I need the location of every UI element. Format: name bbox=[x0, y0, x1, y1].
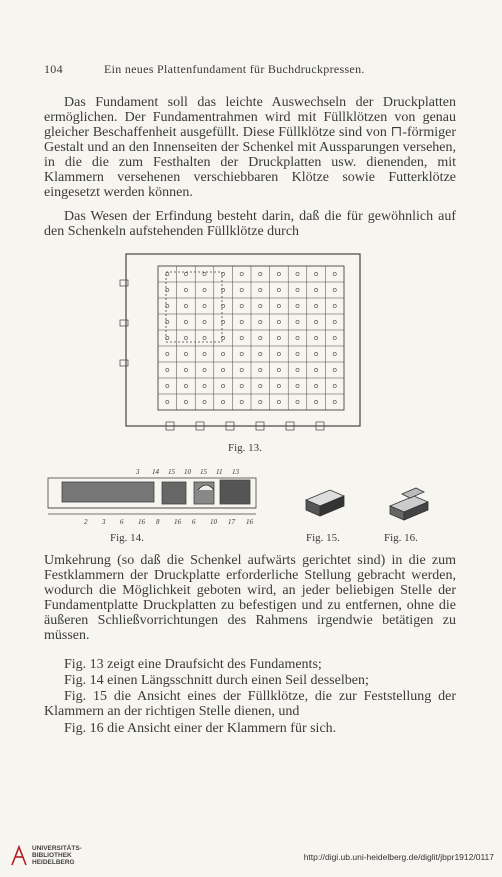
grid-hole bbox=[333, 320, 336, 323]
fig14-label: 10 bbox=[184, 468, 191, 476]
figure-16-drawing bbox=[378, 480, 438, 528]
grid-hole bbox=[315, 336, 318, 339]
grid-hole bbox=[166, 368, 169, 371]
grid-hole bbox=[296, 400, 299, 403]
fig-line-14: Fig. 14 einen Längsschnitt durch einen Seil desselben; bbox=[64, 673, 369, 688]
grid-hole bbox=[277, 304, 280, 307]
fig14-label: 2 bbox=[84, 518, 88, 526]
grid-hole bbox=[203, 320, 206, 323]
grid-hole bbox=[296, 352, 299, 355]
grid-hole bbox=[333, 368, 336, 371]
fig-line-15: Fig. 15 die Ansicht eines der Füllklötze, die zur Feststellung der Klammern an der richtigen Stelle dienen, und bbox=[44, 689, 456, 719]
grid-hole bbox=[240, 384, 243, 387]
page-number: 104 bbox=[44, 62, 63, 76]
figure-14-drawing bbox=[44, 466, 264, 530]
paragraph-2: Das Wesen der Erfindung besteht darin, daß die für gewöhnlich auf den Schenkeln aufstehenden Füllklötze durch bbox=[44, 209, 456, 239]
figure-13-caption: Fig. 13. bbox=[228, 442, 262, 454]
figure-15-drawing bbox=[296, 480, 352, 524]
fig14-label: 16 bbox=[138, 518, 145, 526]
grid-hole bbox=[315, 288, 318, 291]
grid-hole bbox=[259, 336, 262, 339]
grid-hole bbox=[277, 336, 280, 339]
grid-hole bbox=[166, 384, 169, 387]
grid-hole bbox=[296, 272, 299, 275]
grid-hole bbox=[259, 352, 262, 355]
figure-13-drawing bbox=[118, 250, 368, 440]
grid-hole bbox=[277, 272, 280, 275]
grid-hole bbox=[222, 368, 225, 371]
running-title: Ein neues Plattenfundament für Buchdruckpressen. bbox=[104, 62, 365, 76]
grid-hole bbox=[333, 272, 336, 275]
grid-hole bbox=[259, 320, 262, 323]
grid-hole bbox=[315, 304, 318, 307]
fig14-label: 8 bbox=[156, 518, 160, 526]
grid-hole bbox=[333, 352, 336, 355]
grid-hole bbox=[203, 336, 206, 339]
paragraph-3: Umkehrung (so daß die Schenkel aufwärts gerichtet sind) in die zum Festklammern der Druckplatte erforderliche Stellung gebracht werden, wodurch die Möglichkeit geboten wird, an jeder beliebigen Stelle der Fundamentplatte Druckplatten zu befestigen und zu entfernen, ohne die äußeren Schließvorrichtungen des Rahmens irgendwie betätigen zu müssen. bbox=[44, 553, 456, 643]
grid-hole bbox=[184, 304, 187, 307]
fig14-label: 6 bbox=[120, 518, 124, 526]
grid-hole bbox=[315, 368, 318, 371]
grid-hole bbox=[333, 288, 336, 291]
grid-hole bbox=[166, 400, 169, 403]
grid-hole bbox=[203, 304, 206, 307]
library-name bbox=[32, 845, 82, 866]
grid-hole bbox=[259, 304, 262, 307]
fig14-label: 14 bbox=[152, 468, 159, 476]
grid-hole bbox=[184, 336, 187, 339]
fig14-label: 6 bbox=[192, 518, 196, 526]
grid-hole bbox=[333, 400, 336, 403]
grid-hole bbox=[315, 272, 318, 275]
grid-hole bbox=[296, 320, 299, 323]
grid-hole bbox=[166, 352, 169, 355]
grid-hole bbox=[259, 288, 262, 291]
grid-hole bbox=[277, 400, 280, 403]
grid-hole bbox=[315, 384, 318, 387]
grid-hole bbox=[184, 272, 187, 275]
grid-hole bbox=[203, 288, 206, 291]
grid-hole bbox=[184, 288, 187, 291]
grid-hole bbox=[296, 288, 299, 291]
grid-hole bbox=[222, 352, 225, 355]
fig14-label: 17 bbox=[228, 518, 235, 526]
grid-hole bbox=[259, 400, 262, 403]
grid-hole bbox=[184, 368, 187, 371]
fig14-label: 15 bbox=[200, 468, 207, 476]
fig14-label: 16 bbox=[246, 518, 253, 526]
grid-hole bbox=[203, 400, 206, 403]
fig14-label: 15 bbox=[168, 468, 175, 476]
grid-hole bbox=[240, 304, 243, 307]
grid-hole bbox=[296, 368, 299, 371]
fig-line-13: Fig. 13 zeigt eine Draufsicht des Fundaments; bbox=[64, 657, 322, 672]
grid-hole bbox=[184, 384, 187, 387]
grid-hole bbox=[203, 272, 206, 275]
grid-hole bbox=[240, 352, 243, 355]
grid-hole bbox=[240, 368, 243, 371]
grid-hole bbox=[240, 272, 243, 275]
grid-hole bbox=[184, 352, 187, 355]
grid-hole bbox=[184, 400, 187, 403]
grid-hole bbox=[277, 288, 280, 291]
grid-hole bbox=[240, 288, 243, 291]
figure-14-caption: Fig. 14. bbox=[110, 532, 144, 544]
grid-hole bbox=[333, 304, 336, 307]
grid-hole bbox=[315, 320, 318, 323]
fig14-label: 3 bbox=[136, 468, 140, 476]
paragraph-1: Das Fundament soll das leichte Auswechseln der Druckplatten ermöglichen. Der Fundamentrahmen wird mit Füllklötzen von genau gleicher Beschaffenheit ausgefüllt. Diese Füllklötze sind von ⊓-förmiger Gestalt und an den Innenseiten der Schenkel mit Aussparungen versehen, in die die zum Festhalten der Druckplatten usw. dienenden, mit Klammern versehenen verschiebbaren Klötze sowie Futterklötze eingesetzt werden können. bbox=[44, 95, 456, 200]
grid-hole bbox=[184, 320, 187, 323]
grid-hole bbox=[259, 384, 262, 387]
fig14-label: 3 bbox=[102, 518, 106, 526]
grid-hole bbox=[333, 336, 336, 339]
grid-hole bbox=[277, 384, 280, 387]
library-name-line: HEIDELBERG bbox=[32, 859, 75, 866]
grid-hole bbox=[203, 352, 206, 355]
grid-hole bbox=[296, 304, 299, 307]
figure-16-caption: Fig. 16. bbox=[384, 532, 418, 544]
digital-library-link[interactable]: http://digi.ub.uni-heidelberg.de/diglit/jbpr1912/0117 bbox=[303, 852, 494, 862]
grid-hole bbox=[222, 384, 225, 387]
fig14-label: 11 bbox=[216, 468, 223, 476]
grid-hole bbox=[277, 320, 280, 323]
grid-hole bbox=[333, 384, 336, 387]
running-header bbox=[44, 62, 456, 78]
grid-hole bbox=[240, 320, 243, 323]
grid-hole bbox=[203, 384, 206, 387]
grid-hole bbox=[277, 368, 280, 371]
grid-hole bbox=[296, 336, 299, 339]
grid-hole bbox=[296, 384, 299, 387]
figure-15-caption: Fig. 15. bbox=[306, 532, 340, 544]
library-name-line: BIBLIOTHEK bbox=[32, 852, 72, 859]
grid-hole bbox=[277, 352, 280, 355]
fig14-label: 10 bbox=[210, 518, 217, 526]
library-logo-icon bbox=[10, 843, 28, 867]
grid-hole bbox=[222, 400, 225, 403]
grid-hole bbox=[203, 368, 206, 371]
grid-hole bbox=[315, 400, 318, 403]
grid-hole bbox=[259, 368, 262, 371]
grid-hole bbox=[240, 400, 243, 403]
fig14-label: 16 bbox=[174, 518, 181, 526]
grid-hole bbox=[240, 336, 243, 339]
fig-line-16: Fig. 16 die Ansicht einer der Klammern für sich. bbox=[64, 721, 337, 736]
grid-hole bbox=[315, 352, 318, 355]
library-name-line: UNIVERSITÄTS- bbox=[32, 845, 82, 852]
fig14-label: 13 bbox=[232, 468, 239, 476]
grid-hole bbox=[259, 272, 262, 275]
